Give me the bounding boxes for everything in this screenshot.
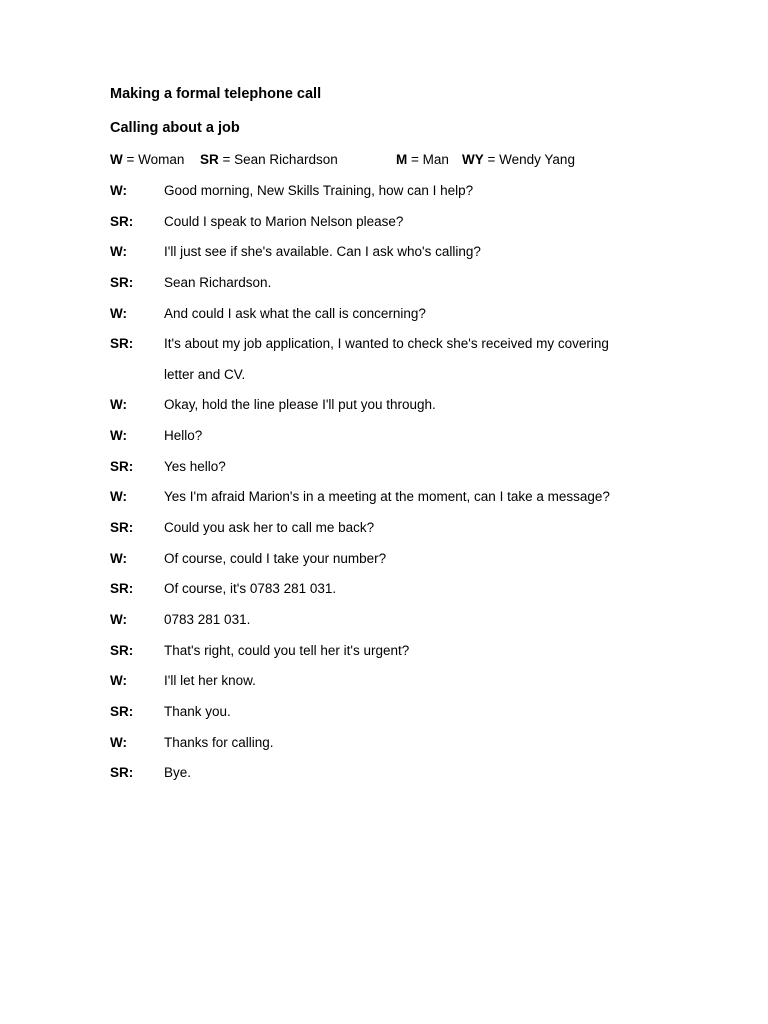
dialogue-text: Yes I'm afraid Marion's in a meeting at the moment, can I take a message? <box>164 489 610 505</box>
legend-code: W <box>110 152 123 167</box>
dialogue-line <box>110 519 670 537</box>
dialogue-line <box>110 335 670 353</box>
speaker-legend <box>110 151 670 169</box>
dialogue-text: And could I ask what the call is concerning? <box>164 305 426 321</box>
dialogue-line <box>110 305 670 323</box>
dialogue-line <box>110 182 670 200</box>
legend-name: Woman <box>138 152 185 167</box>
dialogue-text: Good morning, New Skills Training, how can I help? <box>164 183 474 198</box>
speaker-label: W: <box>110 734 127 750</box>
speaker-label: W: <box>110 611 127 627</box>
dialogue-text: Could I speak to Marion Nelson please? <box>164 213 404 229</box>
dialogue-text: Thank you. <box>164 703 231 719</box>
legend-item-woman: W = Woman <box>110 152 185 167</box>
legend-code: SR <box>200 152 219 167</box>
speaker-label: SR: <box>110 520 134 536</box>
speaker-label: W: <box>110 397 127 413</box>
dialogue-line-continuation <box>110 366 670 384</box>
dialogue-line <box>110 274 670 292</box>
dialogue-transcript <box>110 182 670 795</box>
dialogue-text: It's about my job application, I wanted to check she's received my covering <box>164 336 609 352</box>
dialogue-line <box>110 642 670 660</box>
dialogue-line <box>110 764 670 782</box>
dialogue-text: 0783 281 031. <box>164 611 251 627</box>
legend-item-man: M = Man <box>396 152 449 167</box>
dialogue-text: Bye. <box>164 765 192 781</box>
dialogue-line <box>110 550 670 568</box>
dialogue-text: Hello? <box>164 428 203 444</box>
dialogue-line <box>110 703 670 721</box>
dialogue-text: Yes hello? <box>164 458 226 474</box>
dialogue-line <box>110 734 670 752</box>
legend-item-wendy-yang: WY = Wendy Yang <box>462 152 575 167</box>
dialogue-line <box>110 427 670 445</box>
dialogue-text: Of course, it's 0783 281 031. <box>164 581 337 597</box>
dialogue-text: I'll just see if she's available. Can I ask who's calling? <box>164 244 481 260</box>
speaker-label: SR: <box>110 765 134 781</box>
legend-name: Wendy Yang <box>499 152 575 167</box>
legend-code: M <box>396 152 408 167</box>
dialogue-line <box>110 611 670 629</box>
dialogue-text: I'll let her know. <box>164 673 256 689</box>
dialogue-text: Thanks for calling. <box>164 734 274 750</box>
speaker-label: W: <box>110 244 127 260</box>
speaker-label: W: <box>110 550 127 566</box>
speaker-label: SR: <box>110 213 134 229</box>
dialogue-text: That's right, could you tell her it's urgent? <box>164 642 410 658</box>
speaker-label: SR: <box>110 581 134 597</box>
speaker-label: W: <box>110 489 127 505</box>
speaker-label <box>110 366 164 384</box>
document-subtitle: Calling about a job <box>110 120 240 136</box>
speaker-label: W: <box>110 305 127 321</box>
speaker-label: SR: <box>110 274 134 290</box>
speaker-label: W: <box>110 673 127 689</box>
dialogue-text: Sean Richardson. <box>164 274 272 290</box>
dialogue-line <box>110 458 670 476</box>
speaker-label: SR: <box>110 703 134 719</box>
dialogue-text: Okay, hold the line please I'll put you through. <box>164 397 436 413</box>
dialogue-line <box>110 580 670 598</box>
speaker-label: SR: <box>110 336 134 352</box>
speaker-label: SR: <box>110 642 134 658</box>
dialogue-text: Of course, could I take your number? <box>164 550 387 566</box>
document-title: Making a formal telephone call <box>110 86 322 102</box>
legend-name: Man <box>422 152 449 167</box>
dialogue-line <box>110 243 670 261</box>
legend-code: WY <box>462 152 484 167</box>
dialogue-text: letter and CV. <box>164 366 246 382</box>
dialogue-line <box>110 672 670 690</box>
dialogue-line <box>110 396 670 414</box>
dialogue-text: Could you ask her to call me back? <box>164 520 375 536</box>
speaker-label: SR: <box>110 458 134 474</box>
legend-item-sean-richardson: SR = Sean Richardson <box>200 152 338 167</box>
dialogue-line <box>110 488 670 506</box>
dialogue-line <box>110 213 670 231</box>
speaker-label: W: <box>110 183 127 198</box>
speaker-label: W: <box>110 428 127 444</box>
legend-name: Sean Richardson <box>234 152 338 167</box>
